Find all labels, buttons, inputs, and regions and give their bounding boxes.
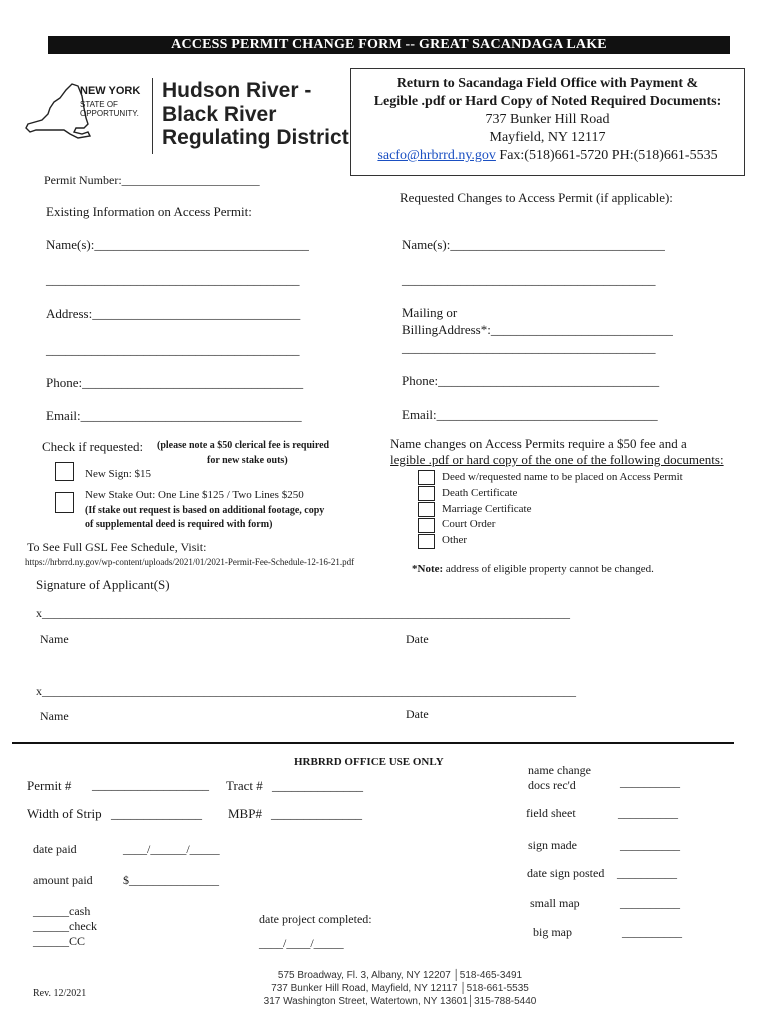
office-tract-field[interactable]: ______________ — [272, 778, 363, 793]
stake-out-note-line1: (If stake out request is based on additional footage, copy — [85, 505, 325, 516]
existing-info-heading: Existing Information on Access Permit: — [46, 204, 252, 219]
deed-checkbox[interactable] — [418, 470, 435, 485]
signature-heading: Signature of Applicant(S) — [36, 577, 170, 592]
office-use-divider — [12, 742, 734, 744]
office-date-paid-field[interactable]: ____/______/_____ — [123, 842, 220, 856]
deed-label: Deed w/requested name to be placed on Access Permit — [442, 471, 683, 483]
signature-name-label-2: Name — [40, 709, 69, 723]
existing-address-cont-field[interactable]: _______________________________________ — [46, 342, 300, 357]
office-phone-fax: Fax:(518)661-5720 PH:(518)661-5535 — [495, 148, 718, 163]
ny-logo-line1: NEW YORK — [80, 85, 141, 97]
death-certificate-label: Death Certificate — [442, 487, 518, 499]
office-cash-field[interactable]: ______cash — [33, 904, 91, 918]
logo-divider — [152, 78, 153, 154]
office-permit-label: Permit # — [27, 778, 72, 793]
office-tract-label: Tract # — [226, 778, 263, 793]
requested-phone-field[interactable]: Phone:__________________________________ — [402, 373, 660, 388]
clerical-fee-note-line2: for new stake outs) — [207, 455, 288, 466]
signature-date-label-2: Date — [406, 707, 429, 721]
office-amount-paid-label: amount paid — [33, 873, 93, 887]
clerical-fee-note-line1: (please note a $50 clerical fee is required — [157, 440, 330, 451]
existing-names-cont-field[interactable]: _______________________________________ — [46, 272, 300, 287]
fee-schedule-url[interactable]: https://hrbrrd.ny.gov/wp-content/uploads/2021/01/2021-Permit-Fee-Schedule-12-16-21.pdf — [25, 557, 355, 567]
office-date-paid-label: date paid — [33, 842, 77, 856]
requested-changes-heading: Requested Changes to Access Permit (if applicable): — [400, 190, 673, 205]
existing-phone-field[interactable]: Phone:__________________________________ — [46, 375, 304, 390]
new-sign-label: New Sign: $15 — [85, 468, 151, 480]
requested-billing-address-field[interactable]: BillingAddress*:____________________________ — [402, 322, 673, 337]
office-email-link[interactable]: sacfo@hrbrrd.ny.gov — [377, 148, 496, 163]
existing-names-field[interactable]: Name(s):_________________________________ — [46, 237, 309, 252]
requested-names-cont-field[interactable]: _______________________________________ — [402, 272, 656, 287]
office-big-map-label: big map — [533, 925, 572, 939]
name-change-requirement-line1: Name changes on Access Permits require a $50 fee and a — [390, 436, 687, 451]
note-label: *Note: — [412, 563, 444, 575]
court-order-label: Court Order — [442, 518, 496, 530]
check-if-requested-label: Check if requested: — [42, 439, 144, 454]
requested-mailing-label: Mailing or — [402, 305, 458, 320]
new-stake-out-checkbox[interactable] — [55, 492, 74, 513]
office-use-heading: HRBRRD OFFICE USE ONLY — [294, 756, 444, 768]
office-date-completed-field[interactable]: ____/____/_____ — [259, 936, 344, 950]
note-text: address of eligible property cannot be changed. — [443, 563, 654, 575]
other-checkbox[interactable] — [418, 534, 435, 549]
marriage-certificate-checkbox[interactable] — [418, 502, 435, 517]
office-name-change-label-1: name change — [528, 763, 591, 777]
office-small-map-field[interactable]: __________ — [620, 896, 680, 910]
office-mbp-field[interactable]: ______________ — [271, 806, 362, 821]
footer-addresses — [240, 969, 560, 1008]
name-change-requirement-line2: legible .pdf or hard copy of the one of the following documents: — [390, 452, 724, 467]
footer-address-albany: 575 Broadway, Fl. 3, Albany, NY 12207 │518-465-3491 — [277, 970, 523, 981]
footer-address-mayfield: 737 Bunker Hill Road, Mayfield, NY 12117 │518-661-5535 — [271, 983, 529, 994]
property-note — [412, 563, 654, 575]
office-field-sheet-label: field sheet — [526, 806, 576, 820]
existing-email-field[interactable]: Email:__________________________________ — [46, 408, 302, 423]
district-name-line1: Hudson River - — [162, 79, 312, 102]
office-width-label: Width of Strip — [27, 806, 102, 821]
signature-date-label-1: Date — [406, 632, 429, 646]
new-sign-checkbox[interactable] — [55, 462, 74, 481]
office-amount-paid-field[interactable]: $_______________ — [123, 873, 219, 887]
new-stake-out-label: New Stake Out: One Line $125 / Two Lines $250 — [85, 489, 304, 501]
return-address1: 737 Bunker Hill Road — [485, 112, 610, 127]
stake-out-note-line2: of supplemental deed is required with form) — [85, 519, 273, 530]
requested-names-field[interactable]: Name(s):_________________________________ — [402, 237, 665, 252]
office-big-map-field[interactable]: __________ — [622, 925, 682, 939]
office-field-sheet-field[interactable]: __________ — [618, 806, 678, 820]
office-name-change-field[interactable]: __________ — [620, 775, 680, 789]
existing-address-field[interactable]: Address:________________________________ — [46, 306, 301, 321]
district-name-line3: Regulating District — [162, 126, 349, 149]
marriage-certificate-label: Marriage Certificate — [442, 503, 532, 515]
district-name-line2: Black River — [162, 103, 277, 126]
requested-billing-address-cont-field[interactable]: _______________________________________ — [402, 340, 656, 355]
office-name-change-label-2: docs rec'd — [528, 778, 576, 792]
office-date-sign-posted-label: date sign posted — [527, 866, 605, 880]
ny-logo-line2: STATE OF — [80, 100, 118, 109]
permit-number-field[interactable]: Permit Number:_______________________ — [44, 173, 260, 187]
fee-schedule-label: To See Full GSL Fee Schedule, Visit: — [27, 540, 207, 554]
office-small-map-label: small map — [530, 896, 580, 910]
return-line1: Return to Sacandaga Field Office with Payment & — [396, 76, 699, 91]
signature-line-2[interactable]: x_________________________________________________________________________________________ — [36, 684, 576, 698]
office-cc-field[interactable]: ______CC — [33, 934, 86, 948]
return-address2: Mayfield, NY 12117 — [489, 130, 606, 145]
office-permit-field[interactable]: __________________ — [92, 777, 209, 792]
logo — [24, 70, 354, 160]
ny-logo-line3: OPPORTUNITY. — [80, 109, 139, 118]
office-sign-made-field[interactable]: __________ — [620, 838, 680, 852]
office-mbp-label: MBP# — [228, 806, 262, 821]
requested-email-field[interactable]: Email:__________________________________ — [402, 407, 658, 422]
office-date-sign-posted-field[interactable]: __________ — [617, 866, 677, 880]
court-order-checkbox[interactable] — [418, 518, 435, 533]
office-date-completed-label: date project completed: — [259, 912, 372, 926]
return-line2: Legible .pdf or Hard Copy of Noted Required Documents: — [373, 94, 722, 109]
return-instructions-box — [350, 68, 745, 176]
other-label: Other — [442, 534, 468, 546]
office-check-field[interactable]: ______check — [33, 919, 97, 933]
revision-date: Rev. 12/2021 — [33, 988, 87, 999]
office-sign-made-label: sign made — [528, 838, 577, 852]
death-certificate-checkbox[interactable] — [418, 486, 435, 501]
footer-address-watertown: 317 Washington Street, Watertown, NY 13601│315-788-5440 — [263, 996, 537, 1007]
office-width-field[interactable]: ______________ — [111, 806, 202, 821]
signature-line-1[interactable]: x________________________________________________________________________________________ — [36, 606, 570, 620]
signature-name-label-1: Name — [40, 632, 69, 646]
form-title: ACCESS PERMIT CHANGE FORM -- GREAT SACANDAGA LAKE — [48, 36, 730, 54]
